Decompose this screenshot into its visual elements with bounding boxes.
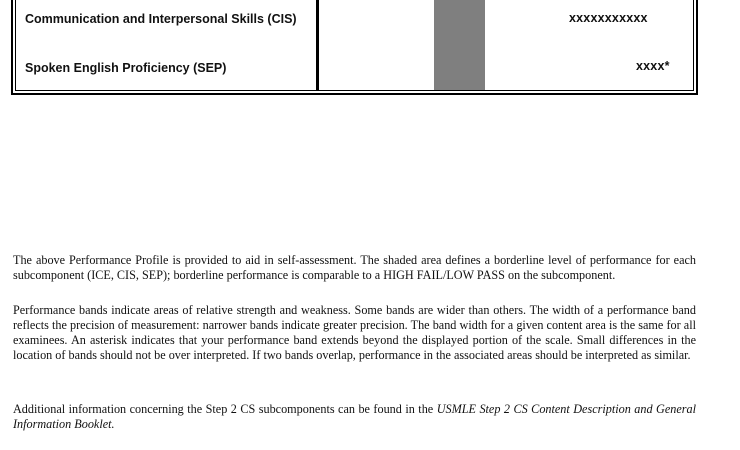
cis-performance-band: xxxxxxxxxxx (569, 11, 648, 25)
sep-row-label: Spoken English Proficiency (SEP) (25, 61, 227, 75)
label-column-divider (316, 0, 319, 90)
cis-row-label: Communication and Interpersonal Skills (CIS) (25, 12, 297, 26)
sep-performance-band: xxxx* (636, 59, 670, 73)
additional-info-text: Additional information concerning the Step 2 CS subcomponents can be found in the (13, 402, 437, 416)
borderline-shaded-band (434, 0, 485, 90)
booklet-title: USMLE Step 2 CS Content Description and General Information Booklet. (13, 402, 696, 431)
performance-bands-paragraph: Performance bands indicate areas of relative strength and weakness. Some bands are wider than others. The width of a performance band reflects the precision of measurement: narrower bands indicate greater precision. The band width for a given content area is the same for all examinees. An asterisk indicates that your performance band extends beyond the displayed portion of the scale. Small differences in the location of bands should not be over interpreted. If two bands overlap, performance in the associated areas should be interpreted as similar. (13, 303, 696, 362)
additional-info-paragraph (13, 402, 696, 432)
borderline-explanation-paragraph: The above Performance Profile is provided to aid in self-assessment. The shaded area defines a borderline level of performance for each subcomponent (ICE, CIS, SEP); borderline performance is comparable to a HIGH FAIL/LOW PASS on the subcomponent. (13, 253, 696, 282)
performance-profile-table (11, 0, 698, 95)
profile-inner-border (15, 0, 694, 91)
